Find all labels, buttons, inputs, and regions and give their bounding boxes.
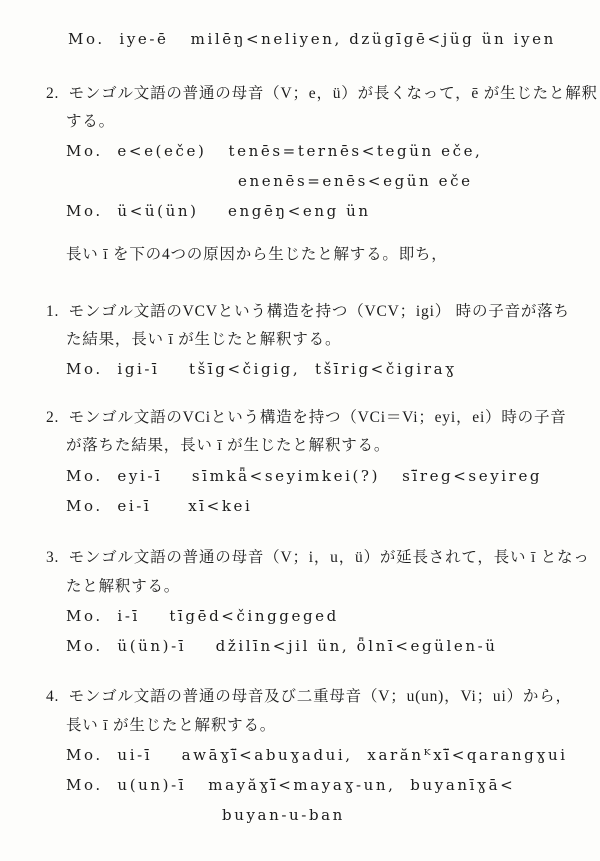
numbered-item-heading: 2. モンゴル文語の普通の母音（V；e，ü）が長くなって，ē が生じたと解釈 bbox=[46, 85, 598, 102]
mongolian-example-line: Mo. e<e(eče) tenēs=ternēs<tegün eče, bbox=[66, 142, 483, 160]
numbered-item-heading: 1. モンゴル文語のVCVという構造を持つ（VCV；igi） 時の子音が落ち bbox=[46, 303, 570, 320]
heading-continuation: たと解釈する。 bbox=[66, 578, 181, 595]
mongolian-example-line: Mo. ui-ī awāɣï̄<abuɣadui, xarănᴷxï̄<qarangɣui bbox=[66, 746, 568, 764]
mongolian-example-line: Mo. igi-ī tšīg<čigig, tšīrig<čigiraɣ bbox=[66, 360, 457, 378]
mongolian-example-line: Mo. ei-ī xī<kei bbox=[66, 497, 253, 515]
mongolian-example-line: Mo. eyi-ī sīmkǟ<seyimkei(?) sï̄reg<seyireg bbox=[66, 467, 543, 485]
numbered-item-heading: 4. モンゴル文語の普通の母音及び二重母音（V；u(un)，Vi；ui）から， bbox=[46, 688, 572, 705]
mongolian-example-line: Mo. ü<ü(ün) engēŋ<eng ün bbox=[66, 202, 371, 220]
numbered-item-heading: 3. モンゴル文語の普通の母音（V；i，u，ü）が延長されて，長い ī となっ bbox=[46, 549, 590, 566]
heading-continuation: が落ちた結果，長い ī が生じたと解釈する。 bbox=[66, 437, 391, 454]
mongolian-example-line: Mo. iye-ē milēŋ<neliyen, dzügīgē<jüg ün iyen bbox=[68, 30, 556, 48]
mongolian-example-continuation: buyan-u-ban bbox=[222, 806, 345, 824]
mongolian-example-line: enenēs=enēs<egün eče bbox=[238, 172, 473, 190]
mongolian-example-line: Mo. u(un)-ī mayăɣï̄<mayaɣ-un, buyanīɣā< bbox=[66, 776, 516, 794]
mongolian-example-line: Mo. ü(ün)-ī džilīn<jil ün, ȫlnī<egülen-ü bbox=[66, 637, 498, 655]
numbered-item-heading: 2. モンゴル文語のVCiという構造を持つ（VCi＝Vi；eyi，ei）時の子音 bbox=[46, 409, 567, 426]
section-intro-sentence: 長い ī を下の4つの原因から生じたと解する。即ち， bbox=[66, 246, 448, 263]
heading-continuation: 長い ī が生じたと解釈する。 bbox=[66, 717, 277, 734]
heading-continuation: する。 bbox=[66, 113, 115, 130]
heading-continuation: た結果，長い ī が生じたと解釈する。 bbox=[66, 331, 342, 348]
mongolian-example-line: Mo. i-ī tīgēd<činggeged bbox=[66, 607, 339, 625]
